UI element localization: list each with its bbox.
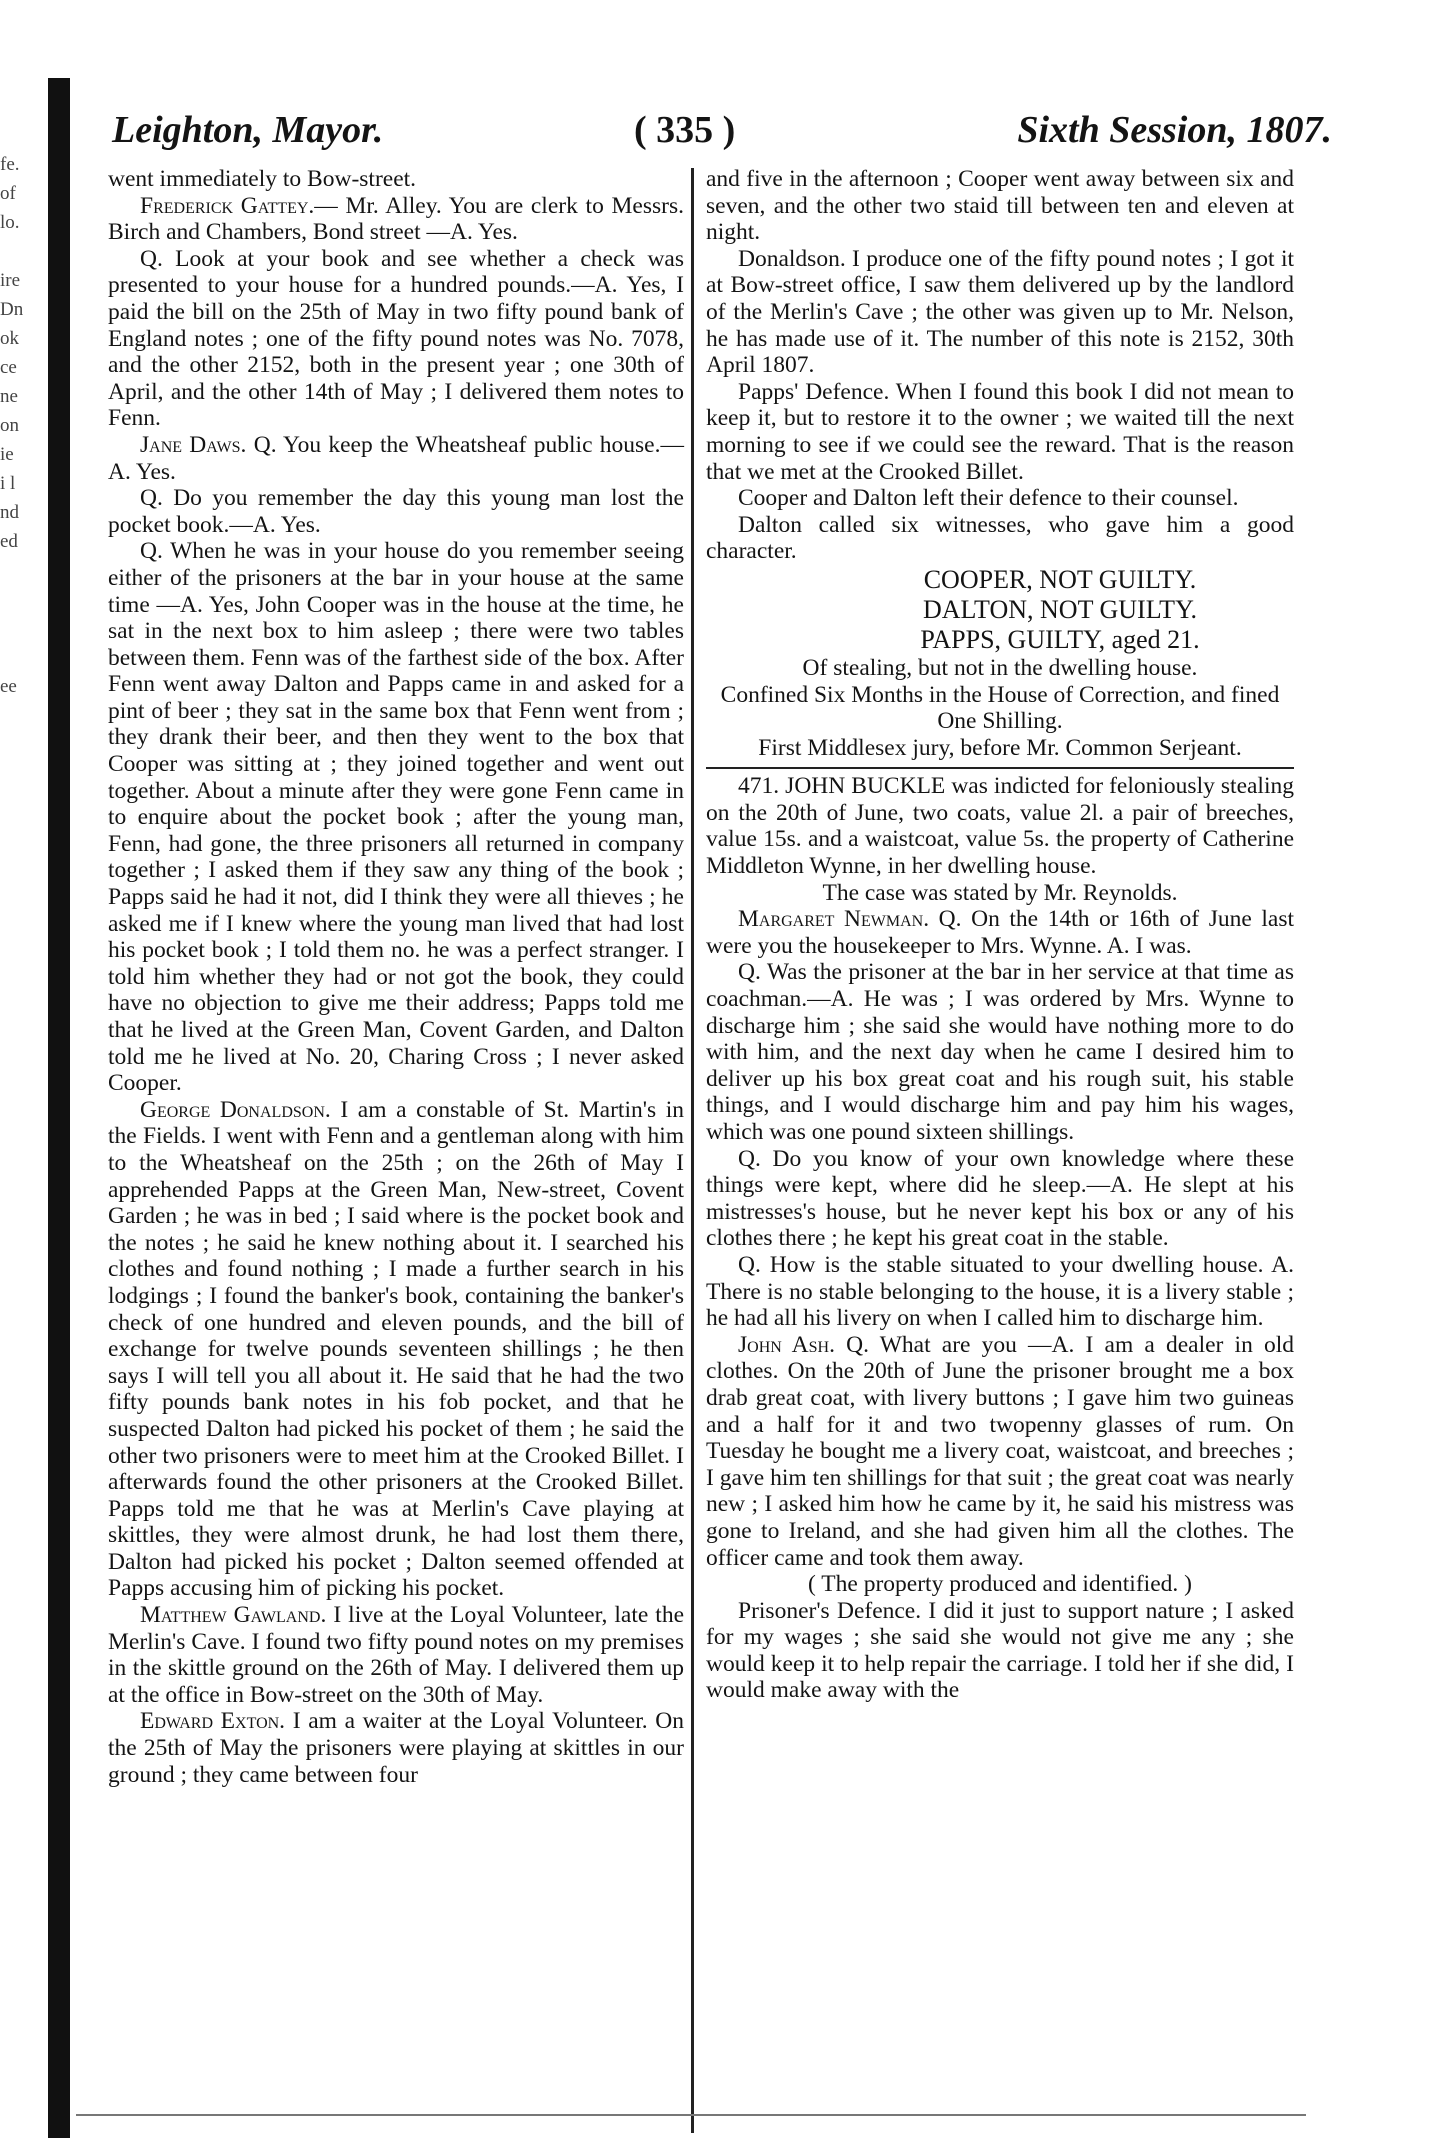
margin-fragment: fe. xyxy=(0,154,20,175)
column-divider xyxy=(691,168,694,2133)
body-paragraph: Q. When he was in your house do you remember seeing either of the prisoners at the bar in your house at the same time —A. Yes, John Cooper was in the house at the time, he sat in the next box to him asleep ; there were two tables between them. Fenn was of the farthest side of the box. After Fenn went away Dalton and Papps came in and asked for a pint of beer ; they sat in the same box that Fenn went from ; they drank their beer, and then they went to the box that Cooper was sitting at ; they joined together and went out together. About a minute after they were gone Fenn came in to enquire about the pocket book ; after the young man, Fenn, had gone, the three prisoners all returned in company together ; I asked them if they saw any thing of the book ; Papps said he had it not, did I think they were all thieves ; he asked me if I knew where the young man lived that had lost his pocket book ; I told them no. he was a perfect stranger. I told him whether they had or not got the book, they could have no objection to give me their address; Papps told me that he lived at the Green Man, Covent Garden, and Dalton told me he lived at No. 20, Charing Cross ; I never asked Cooper. xyxy=(108,538,684,1097)
centered-line: Confined Six Months in the House of Correction, and fined One Shilling. xyxy=(720,681,1280,735)
body-paragraph: Q. Look at your book and see whether a check was presented to your house for a hundred pounds.—A. Yes, I paid the bill on the 25th of May in two fifty pound bank of England notes ; one of the fifty pound notes was No. 7078, and the other 2152, both in the present year ; one 30th of April, and the other 14th of May ; I delivered them notes to Fenn. xyxy=(108,245,684,432)
body-paragraph: Prisoner's Defence. I did it just to support nature ; I asked for my wages ; she said she would not give me any ; she would keep it to help repair the carriage. I told her if she did, I would make away with the xyxy=(706,1597,1294,1704)
testimony-text: I live at the Loyal Volunteer, late the Merlin's Cave. I found two fifty pound notes on my premises in the skittle ground on the 26th of May. I delivered them up at the office in Bow-street on the 30th of May. xyxy=(108,1602,685,1708)
witness-name: Frederick Gattey. xyxy=(140,192,315,219)
margin-fragment: ce xyxy=(0,357,17,378)
margin-fragment: on xyxy=(0,415,19,436)
body-paragraph: Donaldson. I produce one of the fifty pound notes ; I got it at Bow-street office, I saw them delivered up by the landlord of the Merlin's Cave ; the other was given up to Mr. Nelson, he has made use of it. The number of this note is 2152, 30th April 1807. xyxy=(706,245,1294,379)
margin-fragment: nd xyxy=(0,502,19,523)
centered-line: First Middlesex jury, before Mr. Common Serjeant. xyxy=(758,734,1242,761)
testimony-paragraph xyxy=(706,1332,1294,1571)
verdict-line: PAPPS, GUILTY, aged 21. xyxy=(920,624,1200,654)
body-paragraph: Dalton called six witnesses, who gave him a good character. xyxy=(706,511,1294,565)
body-paragraph: Q. Do you remember the day this young man lost the pocket book.—A. Yes. xyxy=(108,485,684,538)
testimony-text: Q. What are you —A. I am a dealer in old clothes. On the 20th of June the prisoner brought me a box drab great coat, with livery buttons ; I gave him two guineas and a half for it and two twopenny glasses of rum. On Tuesday he bought me a livery coat, waistcoat, and breeches ; I gave him ten shillings for that suit ; the great coat was nearly new ; I asked him how he came by it, he said his mistress was gone to Ireland, and she had given him all the clothes. The officer came and took them away. xyxy=(706,1331,1295,1571)
scan-binding-edge xyxy=(48,78,70,2138)
margin-fragment xyxy=(0,585,40,614)
margin-fragment: ie xyxy=(0,444,14,465)
body-paragraph: went immediately to Bow-street. xyxy=(108,166,417,192)
centered-line: Of stealing, but not in the dwelling house. xyxy=(802,654,1198,681)
witness-name: George Donaldson. xyxy=(140,1096,331,1123)
margin-fragment: i l xyxy=(0,473,16,494)
testimony-text: Q. You keep the Wheatsheaf public house.— A. Yes. xyxy=(108,431,684,485)
page-header xyxy=(112,108,1332,168)
margin-fragment xyxy=(0,643,40,672)
body-paragraph: Papps' Defence. When I found this book I did not mean to keep it, but to restore it to the owner ; we waited till the next morning to see if we could see the reward. That is the reason that we met at the Crooked Billet. xyxy=(706,378,1294,485)
margin-fragment: lo. xyxy=(0,212,20,233)
margin-fragment: ok xyxy=(0,328,19,349)
body-paragraph: 471. JOHN BUCKLE was indicted for feloniously stealing on the 20th of June, two coats, value 2l. a pair of breeches, value 15s. and a waistcoat, value 5s. the property of Catherine Middleton Wynne, in her dwelling house. xyxy=(706,773,1294,880)
body-paragraph: Q. How is the stable situated to your dwelling house. A. There is no stable belonging to the house, it is a livery stable ; he had all his livery on when I called him to discharge him. xyxy=(706,1251,1294,1332)
margin-fragment xyxy=(0,614,40,643)
bottom-edge xyxy=(76,2114,1306,2116)
witness-name: Margaret Newman. xyxy=(738,906,930,933)
testimony-paragraph xyxy=(108,193,684,246)
right-column xyxy=(706,166,1294,1704)
testimony-paragraph xyxy=(108,1708,684,1788)
body-paragraph: Cooper and Dalton left their defence to their counsel. xyxy=(738,485,1239,512)
witness-name: John Ash. xyxy=(738,1331,835,1358)
testimony-paragraph xyxy=(108,1097,684,1602)
testimony-text: I am a constable of St. Martin's in the Fields. I went with Fenn and a gentleman along with him to the Wheatsheaf on the 25th ; on the 26th of May I apprehended Papps at the Green Man, New-street, Covent Garden ; he was in bed ; I said where is the pocket book and the notes ; he said he knew nothing about it. I searched his clothes and found nothing ; I made a further search in his lodgings ; I found the banker's book, containing the banker's check of one hundred and eleven pounds, and the bill of exchange for twelve pounds seventeen shillings ; he then says I will tell you all about it. He said that he had the two fifty pounds bank notes in his fob pocket, and that he suspected Dalton had picked his pocket of them ; he said the other two prisoners were to meet him at the Crooked Billet. I afterwards found the other prisoners at the Crooked Billet. Papps told me that he was at Merlin's Cave playing at skittles, they were almost drunk, he had lost them there, Dalton had picked his pocket ; Dalton seemed offended at Papps accusing him of picking his pocket. xyxy=(108,1096,684,1602)
body-paragraph: Q. Do you know of your own knowledge where these things were kept, where did he sleep.—A. He slept at his mistresses's house, but he never kept his box or any of his clothes there ; he kept his great coat in the stable. xyxy=(706,1145,1294,1252)
centered-line: ( The property produced and identified. ) xyxy=(808,1571,1192,1598)
margin-fragment: ee xyxy=(0,676,17,697)
body-paragraph: Q. Was the prisoner at the bar in her service at that time as coachman.—A. He was ; I was ordered by Mrs. Wynne to discharge him ; she said she would have nothing more to do with him, and the next day when he came I desired him to deliver up his box great coat and his rough suit, his stable things, and I would discharge him and pay him his wages, which was one pound sixteen shillings. xyxy=(706,959,1294,1145)
testimony-paragraph xyxy=(108,1602,684,1708)
testimony-text: — Mr. Alley. You are clerk to Messrs. Birch and Chambers, Bond street —A. Yes. xyxy=(108,192,685,246)
margin-fragment: ne xyxy=(0,386,18,407)
page-number: ( 335 ) xyxy=(634,109,736,151)
testimony-text: Q. On the 14th or 16th of June last were you the housekeeper to Mrs. Wynne. A. I was. xyxy=(706,906,1294,959)
margin-fragment: ire xyxy=(0,270,21,291)
witness-name: Jane Daws. xyxy=(140,431,247,458)
header-mayor: Leighton, Mayor. xyxy=(112,109,384,151)
header-session: Sixth Session, 1807. xyxy=(1017,109,1332,151)
witness-name: Matthew Gawland. xyxy=(140,1602,327,1629)
margin-fragment: of xyxy=(0,183,16,204)
verdict-line: DALTON, NOT GUILTY. xyxy=(923,594,1197,624)
margin-fragment xyxy=(0,556,40,585)
section-rule xyxy=(706,767,1294,769)
witness-name: Edward Exton. xyxy=(140,1708,286,1735)
adjacent-page-margin xyxy=(0,150,40,701)
testimony-paragraph xyxy=(108,432,684,485)
left-column xyxy=(108,166,684,1788)
verdict-line: COOPER, NOT GUILTY. xyxy=(923,564,1197,594)
testimony-paragraph xyxy=(706,906,1294,959)
margin-fragment xyxy=(0,237,40,266)
margin-fragment: ed xyxy=(0,531,18,552)
testimony-text: I am a waiter at the Loyal Volunteer. On the 25th of May the prisoners were playing at skittles in our ground ; they came between four xyxy=(108,1708,684,1788)
centered-line: The case was stated by Mr. Reynolds. xyxy=(822,879,1178,906)
body-paragraph: and five in the afternoon ; Cooper went away between six and seven, and the other two staid till between ten and eleven at night. xyxy=(706,166,1294,246)
margin-fragment: Dn xyxy=(0,299,24,320)
